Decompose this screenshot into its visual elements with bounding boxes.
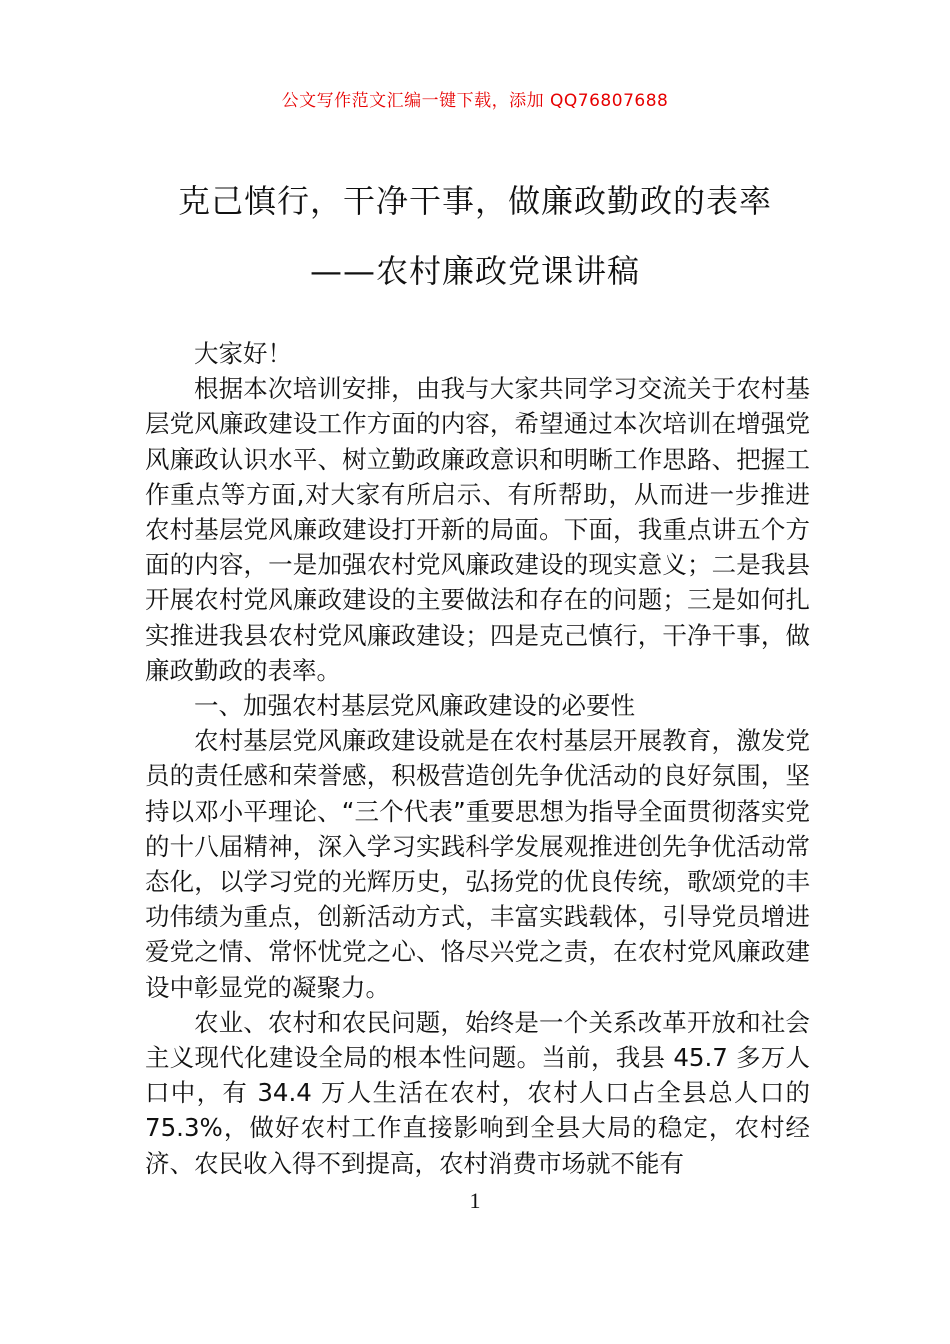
paragraph: 农村基层党风廉政建设就是在农村基层开展教育，激发党员的责任感和荣誉感，积极营造创先争优活动的良好氛围，坚持以邓小平理论、“三个代表”重要思想为指导全面贯彻落实党的十八届精神，深入学习实践科学发展观推进创先争优活动常态化，以学习党的光辉历史，弘扬党的优良传统，歌颂党的丰功伟绩为重点，创新活动方式，丰富实践载体，引导党员增进爱党之情、常怀忧党之心、恪尽兴党之责，在农村党风廉政建设中彰显党的凝聚力。: [145, 726, 810, 1002]
document-title: 克己慎行，干净干事，做廉政勤政的表率: [177, 182, 772, 220]
document-subtitle: ——农村廉政党课讲稿: [309, 252, 640, 290]
download-banner: 公文写作范文汇编一键下载，添加 QQ76807688: [281, 91, 669, 111]
page-number: 1: [469, 1188, 481, 1213]
paragraph-greeting: 大家好！: [194, 339, 292, 368]
section-heading: 一、加强农村基层党风廉政建设的必要性: [194, 691, 635, 721]
document-body: [145, 336, 810, 1181]
paragraph-intro: 根据本次培训安排，由我与大家共同学习交流关于农村基层党风廉政建设工作方面的内容，希望通过本次培训在增强党风廉政认识水平、树立勤政廉政意识和明晰工作思路、把握工作重点等方面,对大家有所启示、有所帮助，从而进一步推进农村基层党风廉政建设打开新的局面。下面，我重点讲五个方面的内容，一是加强农村党风廉政建设的现实意义；二是我县开展农村党风廉政建设的主要做法和存在的问题；三是如何扎实推进我县农村党风廉政建设；四是克己慎行，干净干事，做廉政勤政的表率。: [145, 374, 810, 685]
paragraph: 农业、农村和农民问题，始终是一个关系改革开放和社会主义现代化建设全局的根本性问题。当前，我县 45.7 多万人口中，有 34.4 万人生活在农村，农村人口占全县总人口的 75.3%，做好农村工作直接影响到全县大局的稳定，农村经济、农民收入得不到提高，农村消费市场就不能有: [145, 1007, 810, 1178]
